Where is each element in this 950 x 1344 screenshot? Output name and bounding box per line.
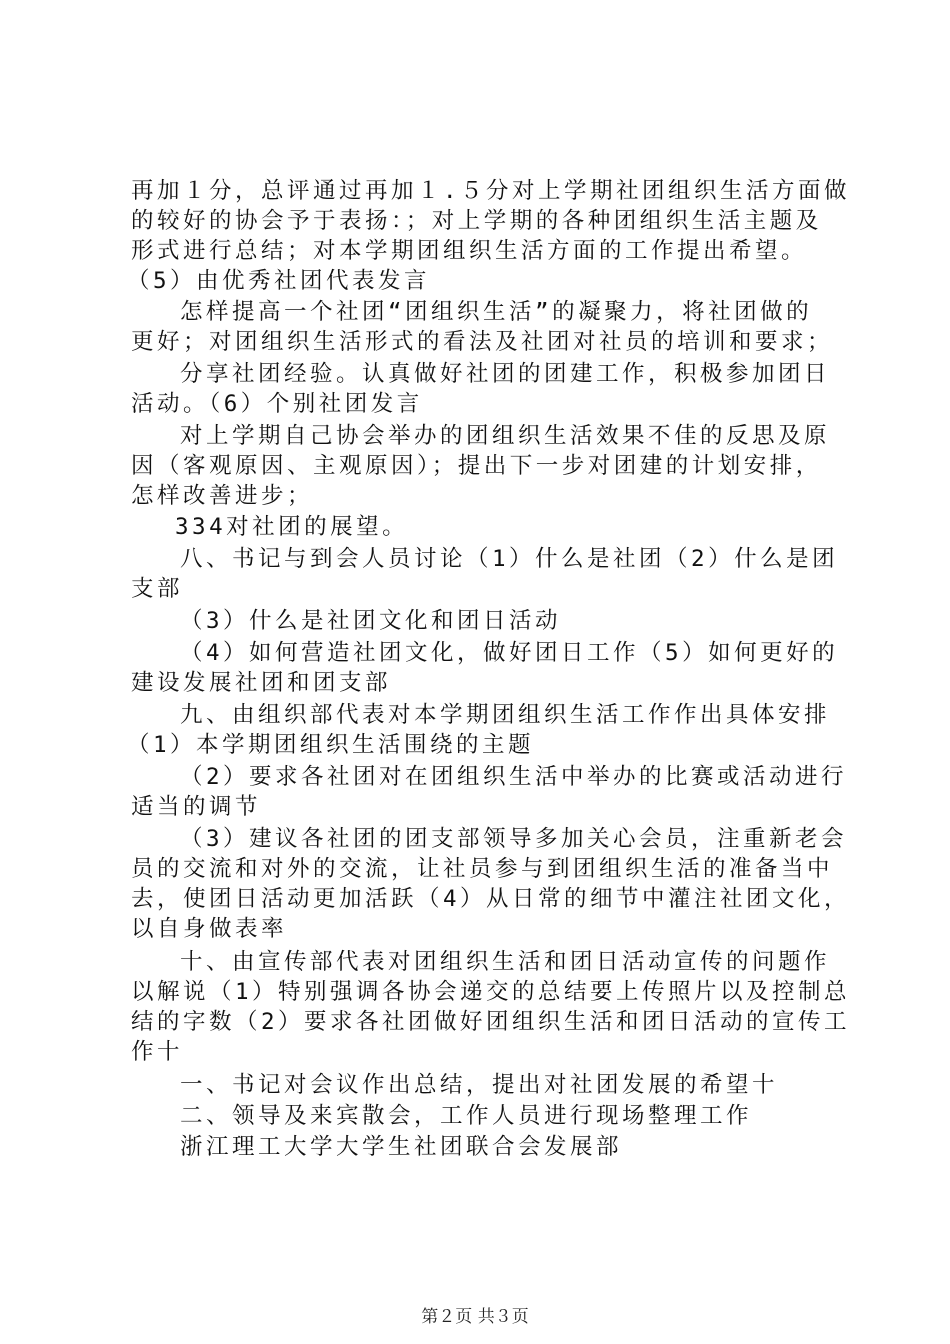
- text-line: 怎样提高一个社团“团组织生活”的凝聚力，将社团做的: [180, 299, 813, 325]
- text-line: （2）要求各社团对在团组织生活中举办的比赛或活动进行: [180, 764, 848, 790]
- text-line: 334对社团的展望。: [175, 514, 409, 540]
- text-line: 十、由宣传部代表对团组织生活和团日活动宣传的问题作: [180, 949, 831, 975]
- text-line: 支部: [131, 576, 184, 602]
- page-number-footer: 第２页 共３页: [421, 1307, 529, 1327]
- text-line: 对上学期自己协会举办的团组织生活效果不佳的反思及原: [180, 423, 831, 449]
- text-line: 员的交流和对外的交流，让社员参与到团组织生活的准备当中: [131, 856, 834, 882]
- text-line: 作十: [131, 1039, 184, 1065]
- text-line: 一、书记对会议作出总结，提出对社团发展的希望十: [180, 1072, 779, 1098]
- text-line: 结的字数（2）要求各社团做好团组织生活和团日活动的宣传工: [131, 1009, 851, 1035]
- text-line: 浙江理工大学大学生社团联合会发展部: [180, 1134, 623, 1160]
- text-line: （1）本学期团组织生活围绕的主题: [127, 732, 535, 758]
- text-line: 八、书记与到会人员讨论（1）什么是社团（2）什么是团: [180, 546, 839, 572]
- text-line: （3）什么是社团文化和团日活动: [180, 608, 562, 634]
- text-line: 更好；对团组织生活形式的看法及社团对社员的培训和要求；: [131, 329, 834, 355]
- text-line: （4）如何营造社团文化，做好团日工作（5）如何更好的: [180, 640, 839, 666]
- text-line: 建设发展社团和团支部: [131, 670, 392, 696]
- text-line: （3）建议各社团的团支部领导多加关心会员，注重新老会: [180, 826, 848, 852]
- text-line: 形式进行总结；对本学期团组织生活方面的工作提出希望。: [131, 238, 808, 264]
- text-line: （5）由优秀社团代表发言: [127, 268, 431, 294]
- text-line: 去，使团日活动更加活跃（4）从日常的细节中灌注社团文化，: [131, 886, 851, 912]
- text-line: 以自身做表率: [131, 916, 288, 942]
- text-line: 适当的调节: [131, 794, 262, 820]
- text-line: 九、由组织部代表对本学期团组织生活工作作出具体安排: [180, 702, 831, 728]
- text-line: 分享社团经验。认真做好社团的团建工作，积极参加团日: [180, 361, 831, 387]
- text-line: 二、领导及来宾散会，工作人员进行现场整理工作: [180, 1103, 753, 1129]
- text-line: 因（客观原因、主观原因）；提出下一步对团建的计划安排，: [131, 453, 822, 479]
- text-line: 的较好的协会予于表扬：；对上学期的各种团组织生活主题及: [131, 208, 822, 234]
- text-line: 以解说（1）特别强调各协会递交的总结要上传照片以及控制总: [131, 979, 851, 1005]
- text-line: 怎样改善进步；: [131, 483, 314, 509]
- text-line: 活动。（6）个别社团发言: [131, 391, 423, 417]
- text-line: 再加１分，总评通过再加１.５分对上学期社团组织生活方面做: [131, 178, 851, 204]
